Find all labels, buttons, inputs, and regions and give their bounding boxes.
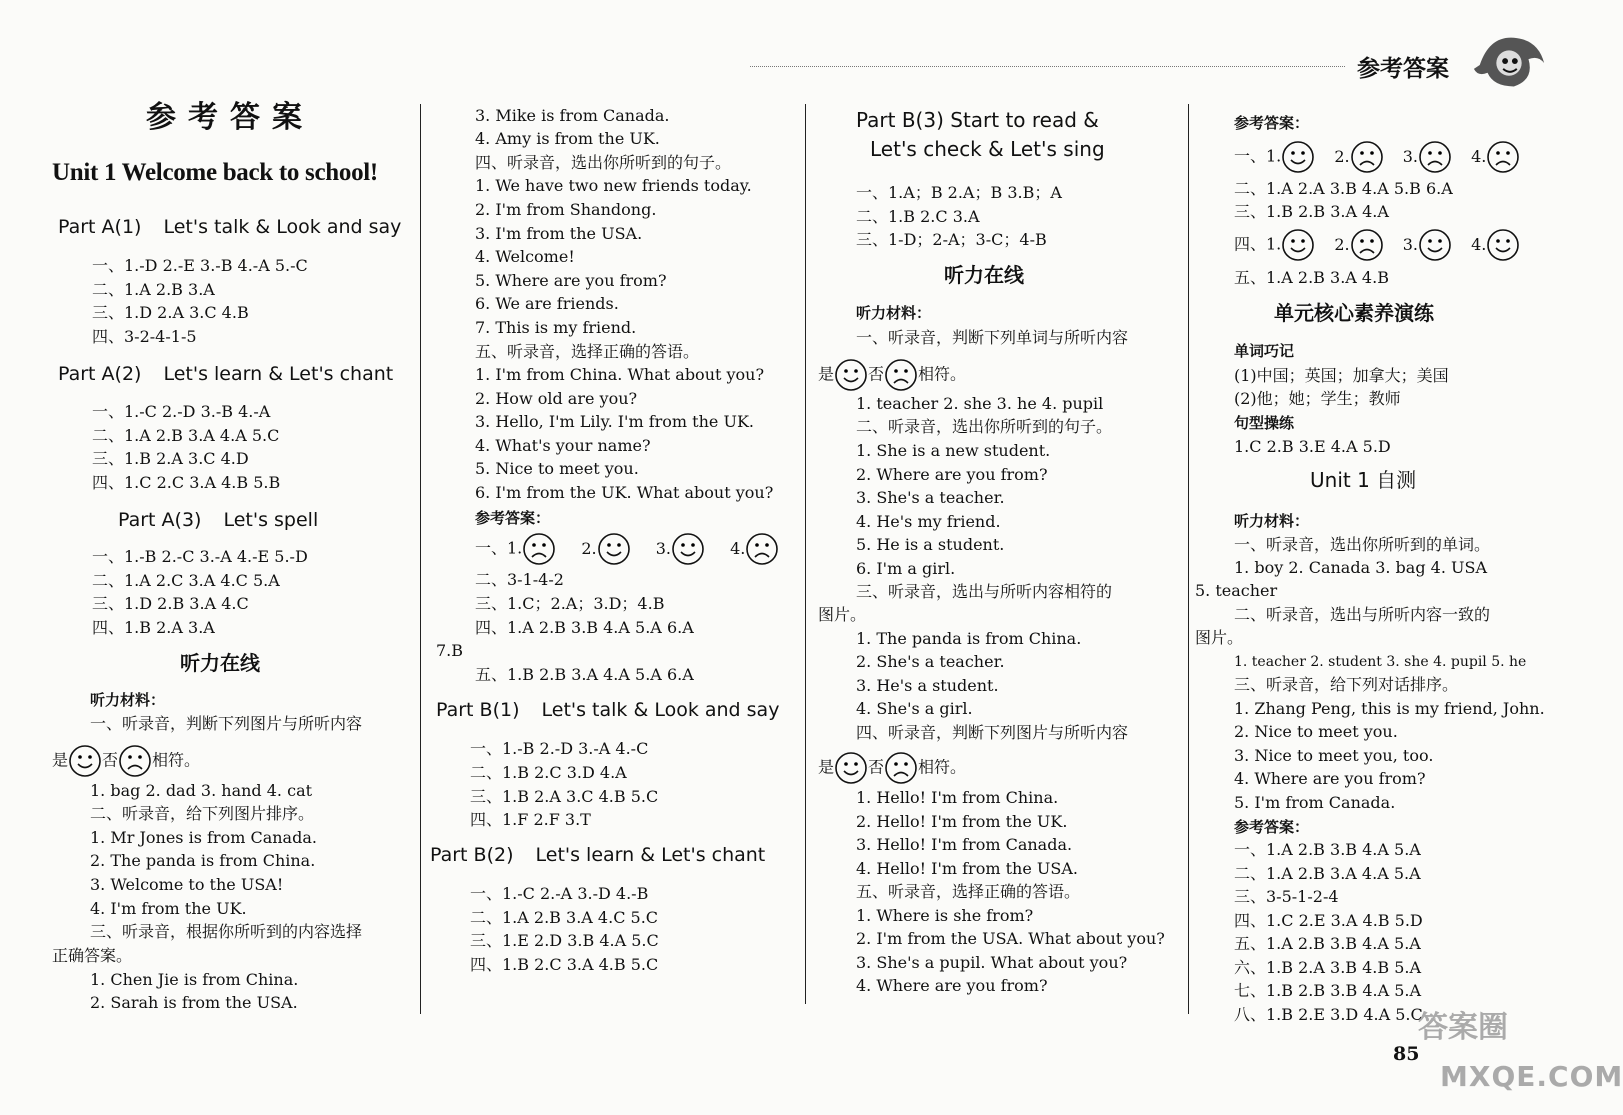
sentence-line: 1. Mr Jones is from Canada. (90, 828, 317, 847)
question-line: 是 否 相符。 (52, 744, 200, 778)
question-line: 三、听录音，给下列对话排序。 (1234, 675, 1459, 694)
sentence-line: 7. This is my friend. (475, 318, 637, 337)
reference-label: 参考答案： (475, 509, 551, 527)
part-subtitle: Let's learn & Let's chant (163, 363, 394, 385)
answer-line: 三、1.D 2.B 3.A 4.C (92, 594, 249, 613)
sentence-line: 3. She's a pupil. What about you? (856, 953, 1128, 972)
answer-line: 四、1.B 2.C 3.A 4.B 5.C (470, 955, 659, 974)
question-line: 一、听录音，选出你所听到的单词。 (1234, 535, 1491, 554)
sentence-line: 4. Hello! I'm from the USA. (856, 859, 1078, 878)
answer-line: (2)他；她；学生；教师 (1234, 389, 1401, 408)
header-title: 参考答案 (1357, 56, 1449, 82)
reference-label: 参考答案： (1234, 114, 1310, 132)
part-label: Part B(1) (436, 699, 520, 721)
answer-line: 七、1.B 2.B 3.B 4.A 5.A (1234, 981, 1422, 1000)
smiley-happy-icon (1418, 228, 1452, 262)
section-title: 听力在线 (180, 651, 260, 675)
question-line: 四、听录音，判断下列图片与所听内容 (856, 723, 1129, 742)
question-line: 二、听录音，选出你所听到的句子。 (856, 417, 1113, 436)
answer-line: 三、1.E 2.D 3.B 4.A 5.C (470, 931, 659, 950)
section-heading (430, 845, 765, 865)
answer-line: 三、1-D；2-A；3-C；4-B (856, 230, 1047, 249)
part-subtitle: Let's learn & Let's chant (535, 844, 766, 866)
question-line: 二、听录音，选出与所听内容一致的 (1234, 605, 1491, 624)
smiley-happy-icon (834, 751, 868, 785)
answer-line: 三、3-5-1-2-4 (1234, 887, 1339, 906)
section-title: 单元核心素养演练 (1274, 301, 1434, 325)
smiley-sad-icon (1418, 140, 1452, 174)
answer-line: 一、1.-B 2.-C 3.-A 4.-E 5.-D (92, 547, 308, 566)
material-label: 听力材料： (1234, 512, 1310, 530)
answer-line: 二、1.A 2.A 3.B 4.A 5.B 6.A (1234, 179, 1453, 198)
smiley-sad-icon (1350, 228, 1384, 262)
smiley-happy-icon (834, 358, 868, 392)
section-heading: Let's check & Let's sing (870, 137, 1105, 161)
answer-line: 三、1.B 2.B 3.A 4.A (1234, 202, 1389, 221)
part-subtitle: Let's spell (223, 509, 319, 531)
watermark-text: 答案圈 (1418, 1010, 1508, 1045)
question-line: 一、听录音，判断下列单词与所听内容 (856, 328, 1129, 347)
section-heading (58, 217, 401, 237)
smiley-happy-icon (671, 532, 705, 566)
section-heading (436, 700, 779, 720)
smiley-sad-icon (522, 532, 556, 566)
sentence-line: 4. He's my friend. (856, 512, 1001, 531)
answer-line: 1. boy 2. Canada 3. bag 4. USA (1234, 558, 1488, 577)
sentence-line: 6. We are friends. (475, 294, 619, 313)
answer-line: 二、1.A 2.B 3.A 4.C 5.C (470, 908, 659, 927)
sentence-line: 4. What's your name? (475, 436, 651, 455)
sentence-line: 6. I'm a girl. (856, 559, 956, 578)
section-heading (58, 364, 393, 384)
part-label: Part B(2) (430, 844, 514, 866)
question-line: 一、听录音，判断下列图片与所听内容 (90, 714, 363, 733)
sentence-line: 1. Zhang Peng, this is my friend, John. (1234, 699, 1545, 718)
sentence-line: 5. Nice to meet you. (475, 459, 639, 478)
answer-line: (1)中国；英国；加拿大；美国 (1234, 366, 1449, 385)
mascot-icon (1470, 26, 1548, 104)
sentence-line: 3. Welcome to the USA! (90, 875, 284, 894)
question-line: 是 否 相符。 (818, 751, 966, 785)
smiley-happy-icon (68, 744, 102, 778)
sentence-line: 5. Where are you from? (475, 271, 667, 290)
part-label: Part A(2) (58, 363, 142, 385)
answer-line: 一、1.-D 2.-E 3.-B 4.-A 5.-C (92, 256, 308, 275)
question-line: 五、听录音，选择正确的答语。 (475, 342, 700, 361)
answer-line: 7.B (436, 641, 464, 660)
answer-line: 五、1.A 2.B 3.A 4.B (1234, 268, 1389, 287)
sentence-line: 2. Hello! I'm from the UK. (856, 812, 1068, 831)
answer-line: 一、1.-C 2.-A 3.-D 4.-B (470, 884, 649, 903)
part-label: Part A(1) (58, 216, 142, 238)
sentence-line: 3. Nice to meet you, too. (1234, 746, 1434, 765)
answer-line: 一、1.-B 2.-D 3.-A 4.-C (470, 739, 649, 758)
smiley-sad-icon (884, 358, 918, 392)
sentence-line: 3. Hello! I'm from Canada. (856, 835, 1073, 854)
smiley-sad-icon (1486, 140, 1520, 174)
answer-line: 三、1.C；2.A；3.D；4.B (475, 594, 665, 613)
sentence-line: 2. She's a teacher. (856, 652, 1005, 671)
sentence-line: 4. She's a girl. (856, 699, 973, 718)
sentence-line: 3. She's a teacher. (856, 488, 1005, 507)
page-number: 85 (1393, 1043, 1420, 1065)
part-label: Part A(3) (118, 509, 202, 531)
answer-line: 三、1.B 2.A 3.C 4.D (92, 449, 249, 468)
answer-line: 八、1.B 2.E 3.D 4.A 5.C (1234, 1005, 1423, 1024)
question-line: 正确答案。 (52, 946, 133, 965)
material-label: 听力材料： (90, 691, 166, 709)
sentence-line: 2. How old are you? (475, 389, 638, 408)
subsection-label: 单词巧记 (1234, 342, 1295, 360)
answer-line: 四、1.B 2.A 3.A (92, 618, 215, 637)
sentence-line: 5. I'm from Canada. (1234, 793, 1396, 812)
sentence-line: 1. Chen Jie is from China. (90, 970, 299, 989)
answer-line: 1. teacher 2. student 3. she 4. pupil 5. he (1234, 654, 1527, 670)
section-title: 听力在线 (944, 263, 1024, 287)
sentence-line: 2. I'm from the USA. What about you? (856, 929, 1165, 948)
sentence-line: 4. Amy is from the UK. (475, 129, 660, 148)
smiley-happy-icon (1281, 228, 1315, 262)
answer-line: 四、1. 2. 3. 4. (1234, 228, 1520, 262)
section-heading: Unit 1 自测 (1310, 468, 1417, 492)
answer-line: 二、1.B 2.C 3.D 4.A (470, 763, 627, 782)
sentence-line: 5. He is a student. (856, 535, 1005, 554)
sentence-line: 4. Where are you from? (1234, 769, 1426, 788)
sentence-line: 2. Nice to meet you. (1234, 722, 1398, 741)
answer-line: 二、1.A 2.B 3.A 4.A 5.A (1234, 864, 1421, 883)
part-subtitle: Let's talk & Look and say (541, 699, 780, 721)
sentence-line: 1. The panda is from China. (856, 629, 1082, 648)
sentence-line: 1. We have two new friends today. (475, 176, 752, 195)
section-heading: Part B(3) Start to read & (856, 108, 1099, 132)
answer-line: 四、1.C 2.E 3.A 4.B 5.D (1234, 911, 1423, 930)
smiley-happy-icon (1281, 140, 1315, 174)
sentence-line: 4. Where are you from? (856, 976, 1048, 995)
main-title: 参考答案 (146, 100, 314, 135)
sentence-line: 3. I'm from the USA. (475, 224, 643, 243)
unit-title: Unit 1 Welcome back to school! (52, 159, 378, 186)
sentence-line: 1. Where is she from? (856, 906, 1034, 925)
sentence-line: 4. Welcome! (475, 247, 575, 266)
sentence-line: 1. I'm from China. What about you? (475, 365, 765, 384)
answer-line: 三、1.B 2.A 3.C 4.B 5.C (470, 787, 659, 806)
sentence-line: 2. I'm from Shandong. (475, 200, 657, 219)
answer-line: 六、1.B 2.A 3.B 4.B 5.A (1234, 958, 1422, 977)
watermark-url: MXQE.COM (1440, 1060, 1623, 1093)
answer-line: 五、1.B 2.B 3.A 4.A 5.A 6.A (475, 665, 694, 684)
column-divider (1188, 104, 1189, 1014)
sentence-line: 2. The panda is from China. (90, 851, 316, 870)
sentence-line: 2. Sarah is from the USA. (90, 993, 298, 1012)
answer-line: 四、1.A 2.B 3.B 4.A 5.A 6.A (475, 618, 694, 637)
header-rule (750, 66, 1345, 67)
smiley-sad-icon (1350, 140, 1384, 174)
answer-line: 二、1.A 2.C 3.A 4.C 5.A (92, 571, 280, 590)
subsection-label: 句型操练 (1234, 414, 1295, 432)
answer-line: 一、1. 2. 3. 4. (475, 532, 779, 566)
answer-line: 1.C 2.B 3.E 4.A 5.D (1234, 437, 1391, 456)
smiley-happy-icon (1486, 228, 1520, 262)
answer-line: 三、1.D 2.A 3.C 4.B (92, 303, 249, 322)
answer-line: 1. teacher 2. she 3. he 4. pupil (856, 394, 1104, 413)
smiley-sad-icon (118, 744, 152, 778)
smiley-happy-icon (597, 532, 631, 566)
question-line: 图片。 (818, 605, 867, 624)
sentence-line: 1. Hello! I'm from China. (856, 788, 1059, 807)
question-line: 三、听录音，选出与所听内容相符的 (856, 582, 1113, 601)
question-line: 图片。 (1195, 628, 1244, 647)
column-divider (420, 104, 421, 1014)
answer-line: 二、1.B 2.C 3.A (856, 207, 980, 226)
smiley-sad-icon (884, 751, 918, 785)
smiley-sad-icon (745, 532, 779, 566)
part-subtitle: Let's talk & Look and say (163, 216, 402, 238)
section-heading (118, 510, 318, 530)
material-label: 听力材料： (856, 304, 932, 322)
sentence-line: 3. Hello, I'm Lily. I'm from the UK. (475, 412, 754, 431)
answer-line: 二、1.A 2.B 3.A (92, 280, 215, 299)
sentence-line: 4. I'm from the UK. (90, 899, 247, 918)
question-line: 二、听录音，给下列图片排序。 (90, 804, 315, 823)
answer-line: 1. bag 2. dad 3. hand 4. cat (90, 781, 313, 800)
answer-line: 一、1.A；B 2.A；B 3.B；A (856, 183, 1062, 202)
sentence-line: 6. I'm from the UK. What about you? (475, 483, 774, 502)
sentence-line: 3. Mike is from Canada. (475, 106, 670, 125)
sentence-line: 2. Where are you from? (856, 465, 1048, 484)
answer-line: 5. teacher (1195, 581, 1278, 600)
answer-line: 五、1.A 2.B 3.B 4.A 5.A (1234, 934, 1421, 953)
question-line: 四、听录音，选出你所听到的句子。 (475, 153, 732, 172)
answer-line: 四、3-2-4-1-5 (92, 327, 197, 346)
question-line: 五、听录音，选择正确的答语。 (856, 882, 1081, 901)
column-divider (805, 104, 806, 1004)
question-line: 三、听录音，根据你所听到的内容选择 (90, 922, 363, 941)
answer-line: 四、1.F 2.F 3.T (470, 810, 591, 829)
answer-line: 一、1. 2. 3. 4. (1234, 140, 1520, 174)
sentence-line: 1. She is a new student. (856, 441, 1051, 460)
answer-line: 一、1.-C 2.-D 3.-B 4.-A (92, 402, 271, 421)
answer-line: 二、3-1-4-2 (475, 570, 564, 589)
question-line: 是 否 相符。 (818, 358, 966, 392)
answer-line: 四、1.C 2.C 3.A 4.B 5.B (92, 473, 281, 492)
answer-line: 一、1.A 2.B 3.B 4.A 5.A (1234, 840, 1421, 859)
answer-line: 二、1.A 2.B 3.A 4.A 5.C (92, 426, 280, 445)
reference-label: 参考答案： (1234, 818, 1310, 836)
sentence-line: 3. He's a student. (856, 676, 999, 695)
